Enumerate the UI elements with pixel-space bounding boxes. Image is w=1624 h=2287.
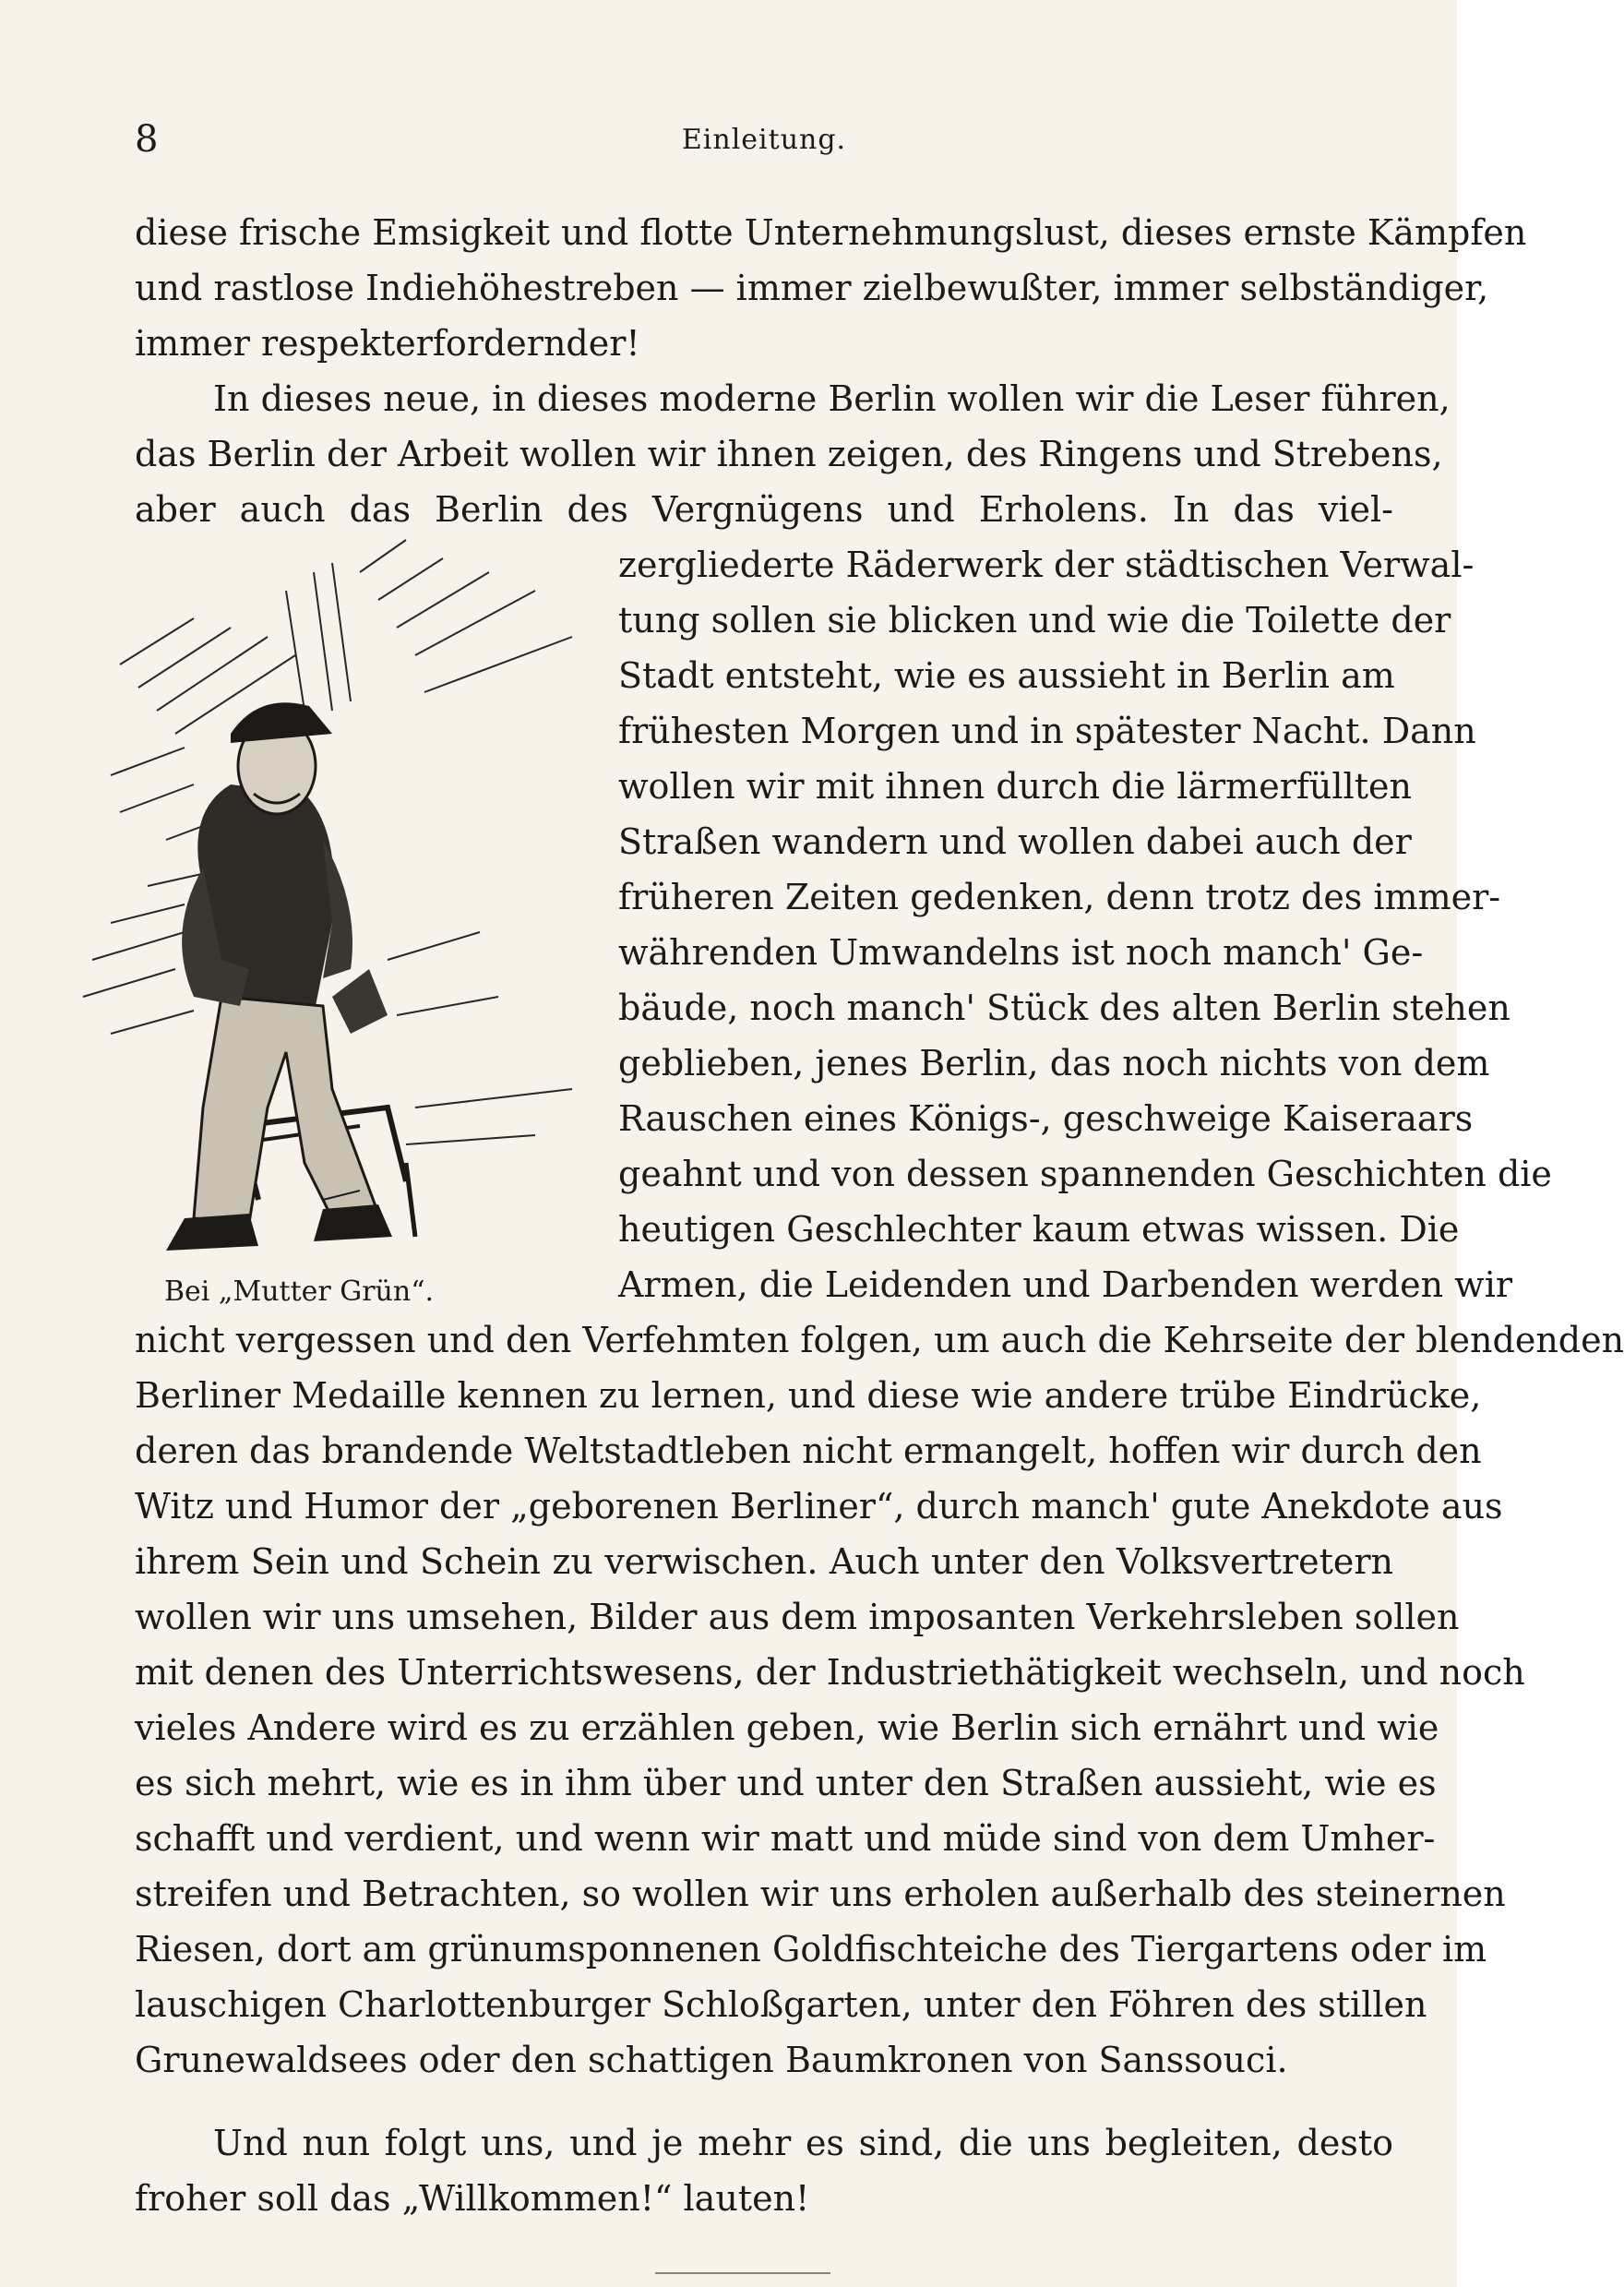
text-line: tung sollen sie blicken und wie die Toilette der	[618, 600, 1451, 641]
text-line: geahnt und von dessen spannenden Geschichten die	[618, 1154, 1552, 1194]
seated-man	[166, 702, 392, 1251]
figure-caption: Bei „Mutter Grün“.	[164, 1275, 435, 1308]
paragraph-start-line: Und nun folgt uns, und je mehr es sind, die uns begleiten, desto	[213, 2123, 1393, 2163]
text-line: deren das brandende Weltstadtleben nicht ermangelt, hoffen wir durch den	[135, 1431, 1482, 1471]
text-line: Grunewaldsees oder den schattigen Baumkronen von Sanssouci.	[135, 2040, 1288, 2080]
text-line: heutigen Geschlechter kaum etwas wissen. Die	[618, 1209, 1460, 1250]
text-line: schafft und verdient, und wenn wir matt und müde sind von dem Umher-	[135, 1818, 1436, 1859]
running-head: Einleitung.	[681, 124, 847, 156]
text-line: Rauschen eines Königs-, geschweige Kaiseraars	[618, 1098, 1474, 1139]
text-line: es sich mehrt, wie es in ihm über und unter den Straßen aussieht, wie es	[135, 1763, 1437, 1803]
text-line: streifen und Betrachten, so wollen wir uns erholen außerhalb des steinernen	[135, 1874, 1506, 1914]
text-line: nicht vergessen und den Verfehmten folgen, um auch die Kehrseite der blendenden	[135, 1320, 1624, 1360]
text-line: das Berlin der Arbeit wollen wir ihnen zeigen, des Ringens und Strebens,	[135, 434, 1443, 474]
text-line: lauschigen Charlottenburger Schloßgarten, unter den Föhren des stillen	[135, 1984, 1427, 2025]
text-line: ihrem Sein und Schein zu verwischen. Auch unter den Volksvertretern	[135, 1541, 1393, 1582]
text-line: Stadt entsteht, wie es aussieht in Berlin am	[618, 655, 1395, 696]
text-line: geblieben, jenes Berlin, das noch nichts von dem	[618, 1043, 1490, 1084]
text-line: Riesen, dort am grünumsponnenen Goldfischteiche des Tiergartens oder im	[135, 1929, 1487, 1970]
text-line: Berliner Medaille kennen zu lernen, und diese wie andere trübe Eindrücke,	[135, 1375, 1482, 1416]
text-line: Straßen wandern und wollen dabei auch der	[618, 821, 1412, 862]
page-header	[135, 118, 1393, 164]
text-line: Witz und Humor der „geborenen Berliner“, durch manch' gute Anekdote aus	[135, 1486, 1503, 1527]
text-line: vieles Andere wird es zu erzählen geben, wie Berlin sich ernährt und wie	[135, 1707, 1439, 1748]
footer-rule	[655, 2272, 830, 2274]
text-line: Armen, die Leidenden und Darbenden werden wir	[618, 1264, 1513, 1305]
engraving-man-on-bench	[55, 535, 572, 1255]
text-line: immer respekterfordernder!	[135, 323, 640, 364]
text-line: währenden Umwandelns ist noch manch' Ge-	[618, 932, 1424, 973]
text-line: diese frische Emsigkeit und flotte Unternehmungslust, dieses ernste Kämpfen	[135, 212, 1527, 253]
paragraph-start-line: In dieses neue, in dieses moderne Berlin wollen wir die Leser führen,	[213, 378, 1451, 419]
page-number: 8	[135, 118, 159, 161]
text-line: aber auch das Berlin des Vergnügens und Erholens. In das viel-	[135, 489, 1393, 530]
text-line: zergliederte Räderwerk der städtischen Verwal-	[618, 545, 1475, 585]
text-line: wollen wir mit ihnen durch die lärmerfüllten	[618, 766, 1412, 807]
text-line: frühesten Morgen und in spätester Nacht. Dann	[618, 711, 1476, 751]
text-line: früheren Zeiten gedenken, denn trotz des immer-	[618, 877, 1501, 917]
text-line: wollen wir uns umsehen, Bilder aus dem imposanten Verkehrsleben sollen	[135, 1597, 1460, 1637]
text-line: bäude, noch manch' Stück des alten Berlin stehen	[618, 988, 1511, 1028]
text-line: mit denen des Unterrichtswesens, der Industriethätigkeit wechseln, und noch	[135, 1652, 1525, 1693]
text-line: und rastlose Indiehöhestreben — immer zielbewußter, immer selbständiger,	[135, 268, 1489, 308]
text-line: froher soll das „Willkommen!“ lauten!	[135, 2178, 810, 2219]
